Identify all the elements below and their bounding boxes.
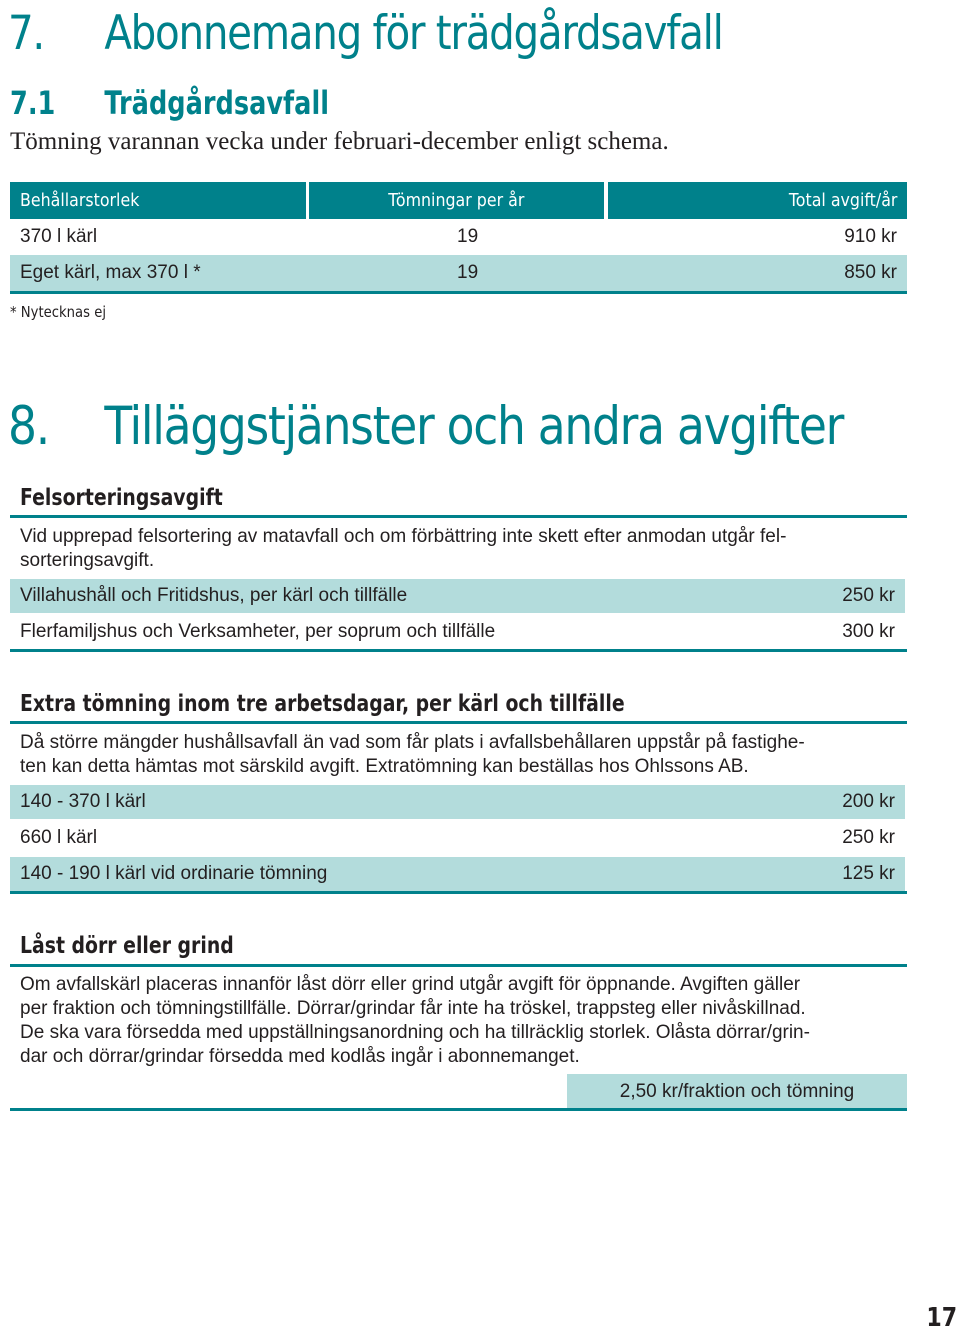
footnote: * Nytecknas ej	[10, 303, 107, 321]
item-price: 250 kr	[842, 827, 895, 848]
cell-emptyings: 19	[457, 262, 479, 283]
garden-table-header	[10, 182, 907, 219]
cell-emptyings: 19	[457, 226, 479, 247]
section-rule	[10, 649, 907, 652]
section-8-number: 8.	[8, 396, 49, 457]
missorting-fee-heading: Felsorteringsavgift	[20, 485, 223, 511]
item-price: 300 kr	[842, 621, 895, 642]
section-rule	[10, 1108, 907, 1111]
list-item	[10, 857, 905, 891]
table-bottom-rule	[10, 291, 907, 294]
item-label: 140 - 370 l kärl	[20, 791, 146, 812]
header-emptyings-per-year: Tömningar per år	[309, 182, 604, 219]
section-7-heading	[8, 6, 723, 61]
header-total-fee: Total avgift/år	[608, 182, 907, 219]
header-container-size: Behållarstorlek	[10, 182, 306, 219]
cell-fee: 910 kr	[844, 226, 897, 247]
item-label: 660 l kärl	[20, 827, 98, 848]
section-7-1-title: Trädgårdsavfall	[104, 84, 329, 122]
section-rule	[10, 721, 907, 724]
table-row	[10, 255, 907, 291]
locked-door-text: Om avfallskärl placeras innanför låst dörr eller grind utgår avgift för öppnande. Avgiften gäller per fraktion och tömningstillfälle. Dörrar/grindar får inte ha tröskel, trappsteg eller nivåskillnad. De ska vara försedda med uppställningsanordning och ha tillräcklig storlek. Olåsta dörrar/grin- dar och dörrar/grindar försedda med kodlås ingår i abonnemanget.	[20, 974, 810, 1067]
item-label: 140 - 190 l kärl vid ordinarie tömning	[20, 863, 328, 884]
item-price: 200 kr	[842, 791, 895, 812]
cell-container-size: Eget kärl, max 370 l *	[20, 262, 201, 283]
list-item	[10, 785, 905, 819]
section-7-number: 7.	[8, 6, 44, 61]
item-price: 250 kr	[842, 585, 895, 606]
section-7-1-heading	[10, 84, 329, 122]
list-item	[10, 615, 905, 649]
cell-container-size: 370 l kärl	[20, 226, 98, 247]
item-label: Villahushåll och Fritidshus, per kärl och tillfälle	[20, 585, 408, 606]
locked-door-heading: Låst dörr eller grind	[20, 933, 234, 959]
table-row	[10, 219, 907, 255]
section-rule	[10, 891, 907, 894]
missorting-fee-text: Vid upprepad felsortering av matavfall och om förbättring inte skett efter anmodan utgår fel- sorteringsavgift.	[20, 526, 787, 571]
section-7-title: Abonnemang för trädgårdsavfall	[104, 6, 723, 61]
section-7-intro: Tömning varannan vecka under februari-december enligt schema.	[10, 128, 669, 155]
list-item	[10, 821, 905, 855]
section-8-title: Tilläggstjänster och andra avgifter	[104, 396, 844, 457]
item-label: Flerfamiljshus och Verksamheter, per soprum och tillfälle	[20, 621, 496, 642]
item-price: 125 kr	[842, 863, 895, 884]
extra-emptying-text: Då större mängder hushållsavfall än vad som får plats i avfallsbehållaren uppstår på fastighe- ten kan detta hämtas mot särskild avgift. Extratömning kan beställas hos Ohlssons AB.	[20, 732, 805, 777]
list-item	[10, 579, 905, 613]
extra-emptying-heading: Extra tömning inom tre arbetsdagar, per kärl och tillfälle	[20, 691, 625, 717]
locked-door-fee: 2,50 kr/fraktion och tömning	[567, 1074, 907, 1110]
section-rule	[10, 964, 907, 967]
section-7-1-number: 7.1	[10, 84, 56, 122]
cell-fee: 850 kr	[844, 262, 897, 283]
page-number: 17	[926, 1303, 957, 1332]
section-rule	[10, 515, 907, 518]
section-8-heading	[8, 396, 843, 457]
